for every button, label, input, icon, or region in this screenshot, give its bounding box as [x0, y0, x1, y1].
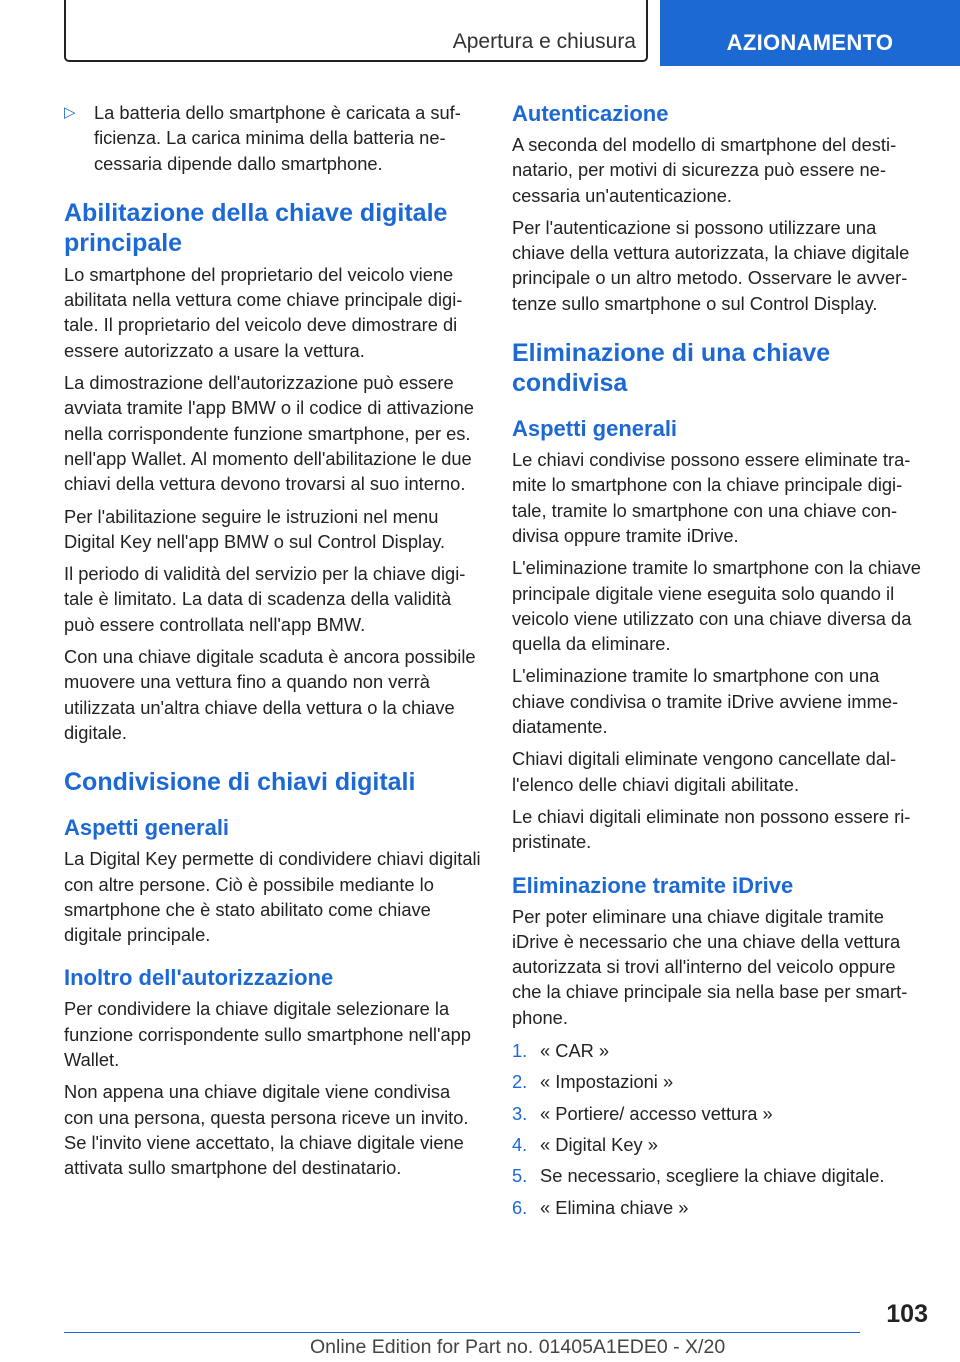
subheading-forward-authorization: Inoltro dell'autorizzazione: [64, 965, 334, 991]
step-text: « Digital Key »: [540, 1133, 658, 1155]
paragraph: Non appena una chiave digitale viene condivisa con una persona, questa persona riceve un invito. Se l'invito viene accettato, la chiave digitale viene attivata sullo smartphone del destinatario.: [64, 1081, 469, 1179]
step-text: « Portiere/ accesso vettura »: [540, 1102, 773, 1124]
list-item: [512, 1132, 928, 1157]
paragraph: L'eliminazione tramite lo smartphone con una chiave condivisa o tramite iDrive avviene immediatamente.: [512, 665, 899, 738]
right-column: [512, 100, 928, 1226]
list-item: [512, 1101, 928, 1126]
footer-edition-text: Online Edition for Part no. 01405A1EDE0 - X/20: [310, 1336, 726, 1358]
paragraph: Le chiavi digitali eliminate non possono essere ripristinate.: [512, 805, 911, 853]
bullet-item: [64, 100, 482, 176]
header-section-title: Apertura e chiusura: [452, 30, 636, 53]
steps-list: [512, 1038, 928, 1220]
header-chapter-tab: [660, 0, 960, 66]
paragraph: La dimostrazione dell'autorizzazione può essere avviata tramite l'app BMW o il codice di attivazione nella corrispondente funzione smartphone, per es. nell'app Wallet. Al momento dell'abilitazione le due chiavi della vettura devono trovarsi al suo interno.: [64, 372, 474, 495]
step-number: 3.: [512, 1102, 528, 1124]
heading-key-sharing: Condivisione di chiavi digitali: [64, 768, 416, 797]
paragraph: Lo smartphone del proprietario del veicolo viene abilitata nella vettura come chiave principale digitale. Il proprietario del veicolo deve dimostrare di essere autorizzato a usare la vettura.: [64, 263, 463, 361]
paragraph: La Digital Key permette di condividere chiavi digitali con altre persone. Ciò è possibile mediante lo smartphone che è stato abilitato come chiave digitale principale.: [64, 848, 481, 946]
header-chapter-label: AZIONAMENTO: [726, 30, 894, 55]
paragraph: Chiavi digitali eliminate vengono cancellate dall'elenco delle chiavi digitali abilitate.: [512, 748, 897, 795]
step-text: « Elimina chiave »: [540, 1196, 689, 1218]
subheading-authentication: Autenticazione: [512, 101, 669, 126]
page-header: [0, 0, 960, 66]
list-item: [512, 1038, 928, 1063]
subheading-delete-via-idrive: Eliminazione tramite iDrive: [512, 872, 794, 898]
paragraph: Per l'abilitazione seguire le istruzioni nel menu Digital Key nell'app BMW o sul Control Display.: [64, 505, 446, 552]
step-number: 2.: [512, 1071, 528, 1093]
page-number: 103: [886, 1300, 928, 1328]
paragraph: Per l'autenticazione si possono utilizzare una chiave della vettura autorizzata, la chiave digitale principale o un altro metodo. Osservare le avvertenze sullo smartphone o sul Control Display.: [512, 216, 910, 314]
footer-divider: [64, 1332, 860, 1333]
paragraph: Le chiavi condivise possono essere eliminate tramite lo smartphone con la chiave principale digitale, tramite lo smartphone con una chiave condivisa oppure tramite iDrive.: [512, 449, 911, 546]
paragraph: Il periodo di validità del servizio per la chiave digitale è limitato. La data di scadenza della validità può essere controllata nell'app BMW.: [64, 563, 466, 635]
paragraph: L'eliminazione tramite lo smartphone con la chiave principale digitale viene eseguita solo quando il veicolo viene utilizzato con una chiave diversa da quella da eliminare.: [512, 557, 921, 655]
step-text: Se necessario, scegliere la chiave digitale.: [540, 1165, 885, 1187]
step-text: « CAR »: [540, 1040, 610, 1062]
list-item: [512, 1195, 928, 1220]
paragraph: Con una chiave digitale scaduta è ancora possibile muovere una vettura fino a quando non verrà utilizzata un'altra chiave della vettura o la chiave digitale.: [64, 646, 476, 743]
step-number: 4.: [512, 1133, 528, 1155]
list-item: [512, 1069, 928, 1094]
triangle-bullet-icon: ▷: [64, 104, 76, 121]
step-number: 5.: [512, 1165, 528, 1187]
bullet-text: La batteria dello smartphone è caricata a sufficienza. La carica minima della batteria necessaria dipende dallo smartphone.: [94, 102, 461, 174]
paragraph: Per poter eliminare una chiave digitale tramite iDrive è necessario che una chiave della vettura autorizzata si trovi all'interno del veicolo oppure che la chiave principale sia nella base per smartphone.: [512, 905, 908, 1028]
step-text: « Impostazioni »: [540, 1071, 674, 1093]
list-item: [512, 1163, 928, 1188]
heading-main-key-activation: Abilitazione della chiave digitale principale: [64, 198, 448, 257]
subheading-general: Aspetti generali: [64, 815, 230, 841]
subheading-general: Aspetti generali: [512, 416, 678, 442]
paragraph: Per condividere la chiave digitale selezionare la funzione corrispondente sullo smartphone nell'app Wallet.: [64, 998, 471, 1071]
footer-edition: [310, 1336, 725, 1359]
step-number: 1.: [512, 1040, 528, 1062]
heading-delete-shared-key: Eliminazione di una chiave condivisa: [512, 339, 831, 398]
step-number: 6.: [512, 1196, 528, 1218]
left-column: [64, 100, 482, 1188]
paragraph: A seconda del modello di smartphone del destinatario, per motivi di sicurezza può essere necessaria un'autenticazione.: [512, 134, 897, 206]
